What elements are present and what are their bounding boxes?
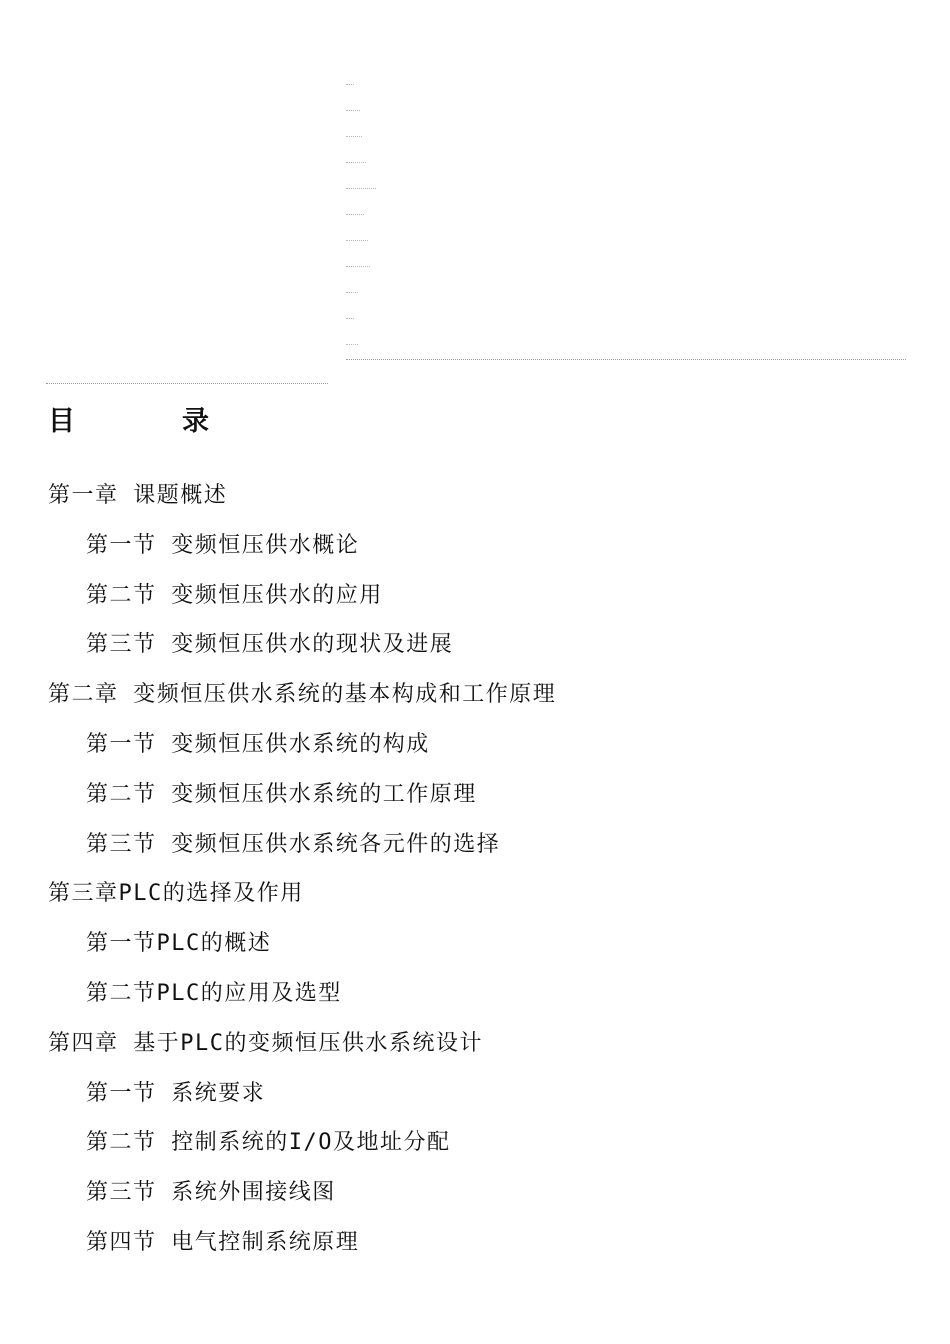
faint-line	[346, 266, 370, 268]
toc-section-entry: 第四节 电气控制系统原理	[86, 1229, 360, 1255]
toc-section-entry: 第一节 系统要求	[86, 1080, 266, 1106]
faint-line	[346, 292, 358, 294]
faint-divider	[46, 383, 328, 385]
faint-line	[346, 84, 354, 86]
faint-line	[346, 318, 354, 320]
toc-section-entry: 第三节 变频恒压供水系统各元件的选择	[86, 831, 501, 857]
table-of-contents	[48, 478, 908, 1275]
faint-line	[346, 240, 368, 242]
toc-section-entry: 第三节 变频恒压供水的现状及进展	[86, 632, 454, 658]
faint-divider	[346, 359, 906, 361]
toc-section-entry: 第二节 变频恒压供水的应用	[86, 582, 383, 608]
toc-chapter-entry: 第四章 基于PLC的变频恒压供水系统设计	[48, 1030, 483, 1056]
toc-section-entry: 第二节 变频恒压供水系统的工作原理	[86, 781, 477, 807]
faint-header-block	[346, 84, 906, 370]
toc-chapter-entry: 第一章 课题概述	[48, 483, 228, 508]
faint-line	[346, 188, 376, 190]
toc-chapter-entry: 第二章 变频恒压供水系统的基本构成和工作原理	[48, 682, 557, 708]
toc-section-entry: 第二节PLC的应用及选型	[86, 980, 342, 1006]
toc-section-entry: 第一节 变频恒压供水概论	[86, 532, 360, 558]
toc-section-entry: 第二节 控制系统的I/O及地址分配	[86, 1130, 451, 1156]
faint-line	[346, 344, 358, 346]
faint-line	[346, 214, 364, 216]
faint-line	[346, 136, 362, 138]
toc-section-entry: 第三节 系统外围接线图	[86, 1180, 336, 1206]
toc-section-entry: 第一节 变频恒压供水系统的构成	[86, 731, 430, 757]
faint-line	[346, 110, 360, 112]
faint-line	[346, 162, 366, 164]
page-title: 目 录	[48, 406, 249, 437]
toc-section-entry: 第一节PLC的概述	[86, 931, 272, 957]
toc-chapter-entry: 第三章PLC的选择及作用	[48, 881, 304, 907]
